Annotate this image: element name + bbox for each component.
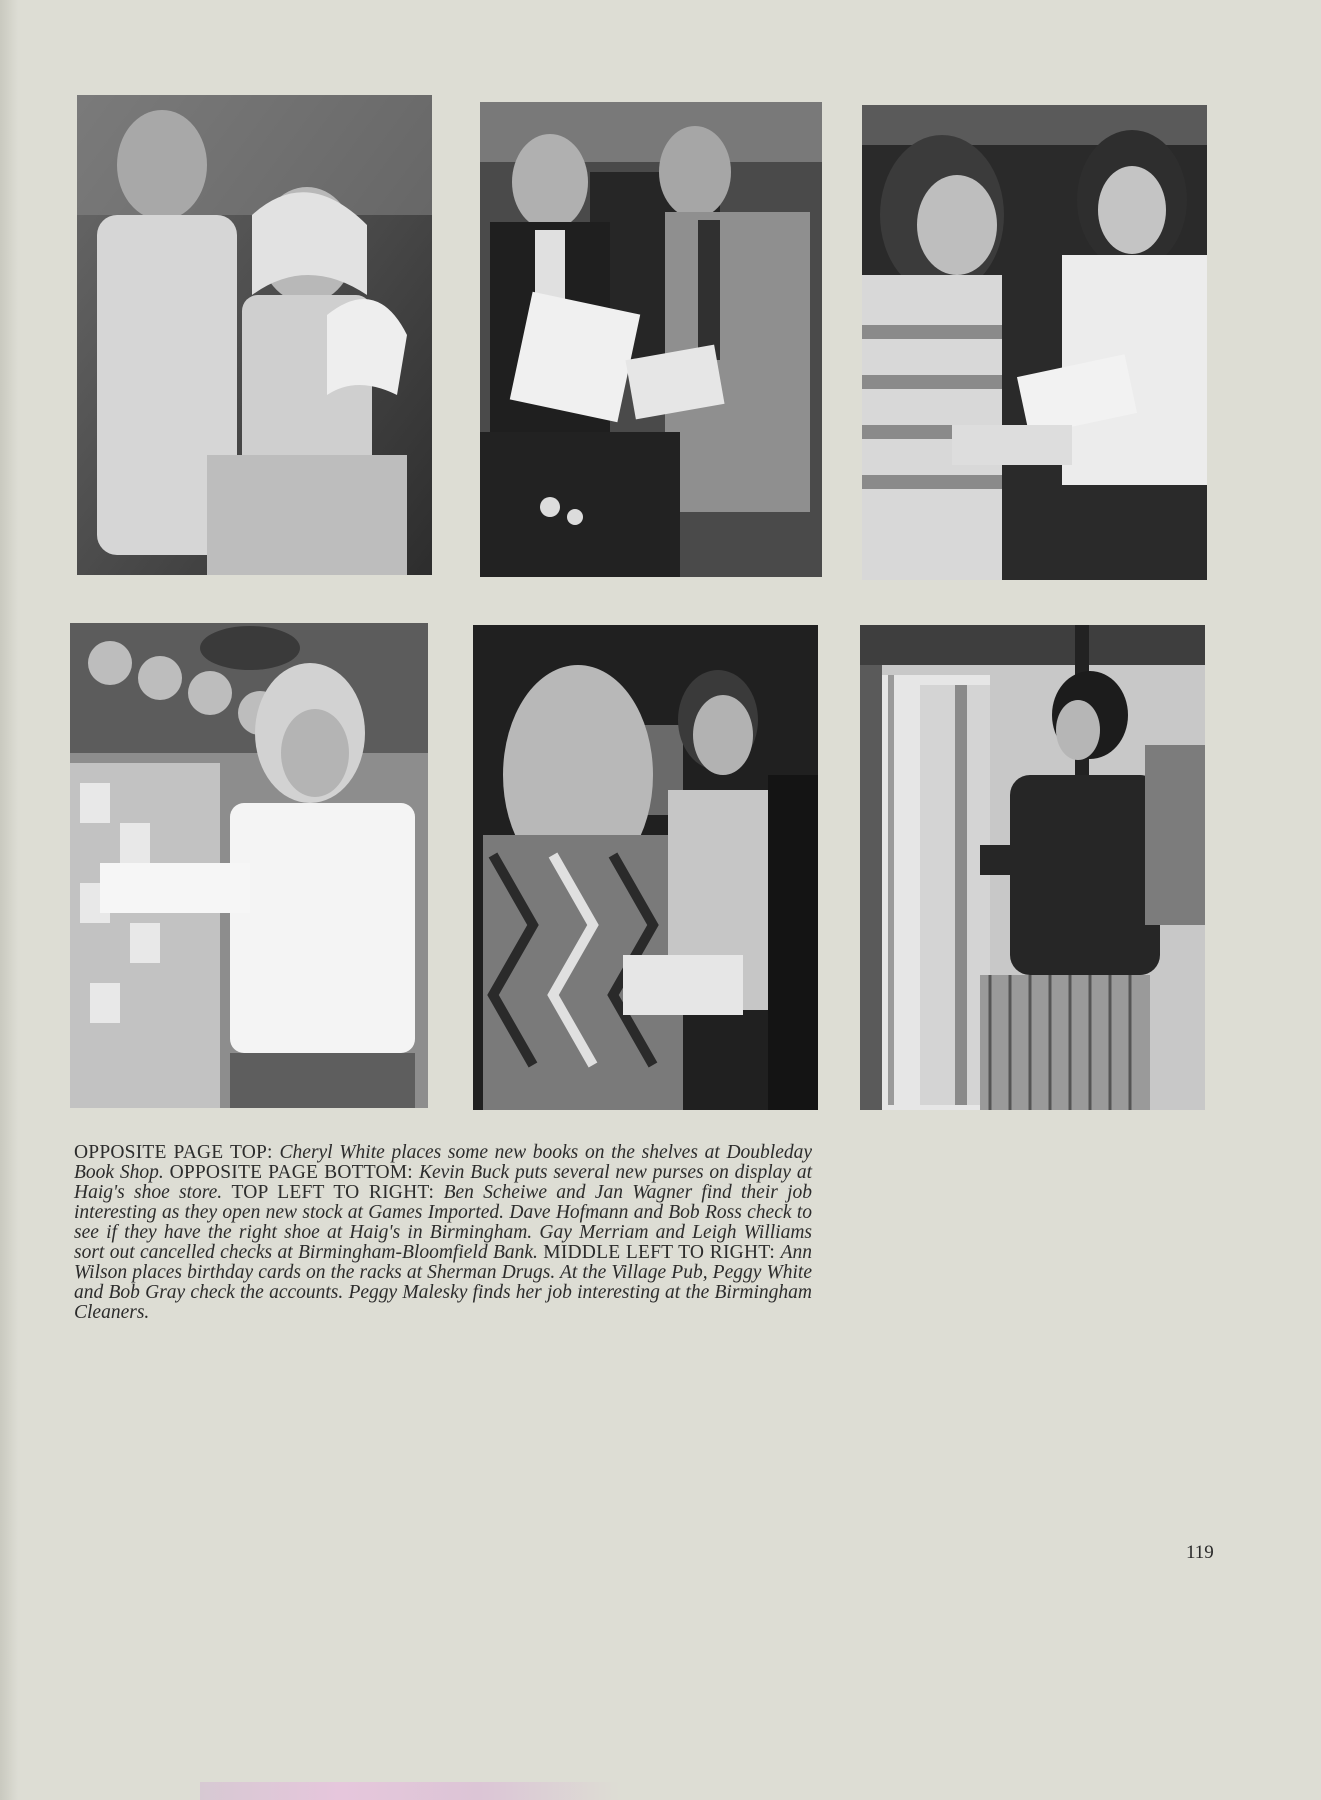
photo-top-left <box>77 95 432 575</box>
page-binding-edge <box>0 0 18 1800</box>
caption-label-opposite-bottom: OPPOSITE PAGE BOTTOM: <box>169 1162 419 1183</box>
caption-label-middle-row: MIDDLE LEFT TO RIGHT: <box>543 1242 781 1263</box>
caption-text-opposite-bottom: Kevin Buck puts several new purses on display at Haig's shoe store. <box>74 1162 812 1203</box>
photo-top-right <box>862 105 1207 580</box>
caption-label-opposite-top: OPPOSITE PAGE TOP: <box>74 1142 280 1163</box>
page-number: 119 <box>1186 1542 1214 1563</box>
caption-label-top-row: TOP LEFT TO RIGHT: <box>231 1182 444 1203</box>
caption-text-opposite-top: Cheryl White places some new books on the shelves at Doubleday Book Shop. <box>74 1142 813 1183</box>
page-bottom-strip <box>200 1782 620 1800</box>
photo-middle-left <box>70 623 428 1108</box>
photo-top-middle <box>480 102 822 577</box>
photo-caption <box>74 1143 812 1323</box>
caption-text-top-row: Ben Scheiwe and Jan Wagner find their job interesting as they open new stock at Games Imported. Dave Hofmann and Bob Ross check to see if they have the right shoe at Haig's in Birmingham. Gay Merriam and Leigh Williams sort out cancelled checks at Birmingham-Bloomfield Bank. <box>74 1182 813 1263</box>
caption-text-middle-row: Ann Wilson places birthday cards on the racks at Sherman Drugs. At the Village Pub, Peggy White and Bob Gray check the accounts. Peggy Malesky finds her job interesting at the Birmingham Cleaners. <box>74 1242 812 1323</box>
photo-middle-right <box>860 625 1205 1110</box>
photo-middle-middle <box>473 625 818 1110</box>
